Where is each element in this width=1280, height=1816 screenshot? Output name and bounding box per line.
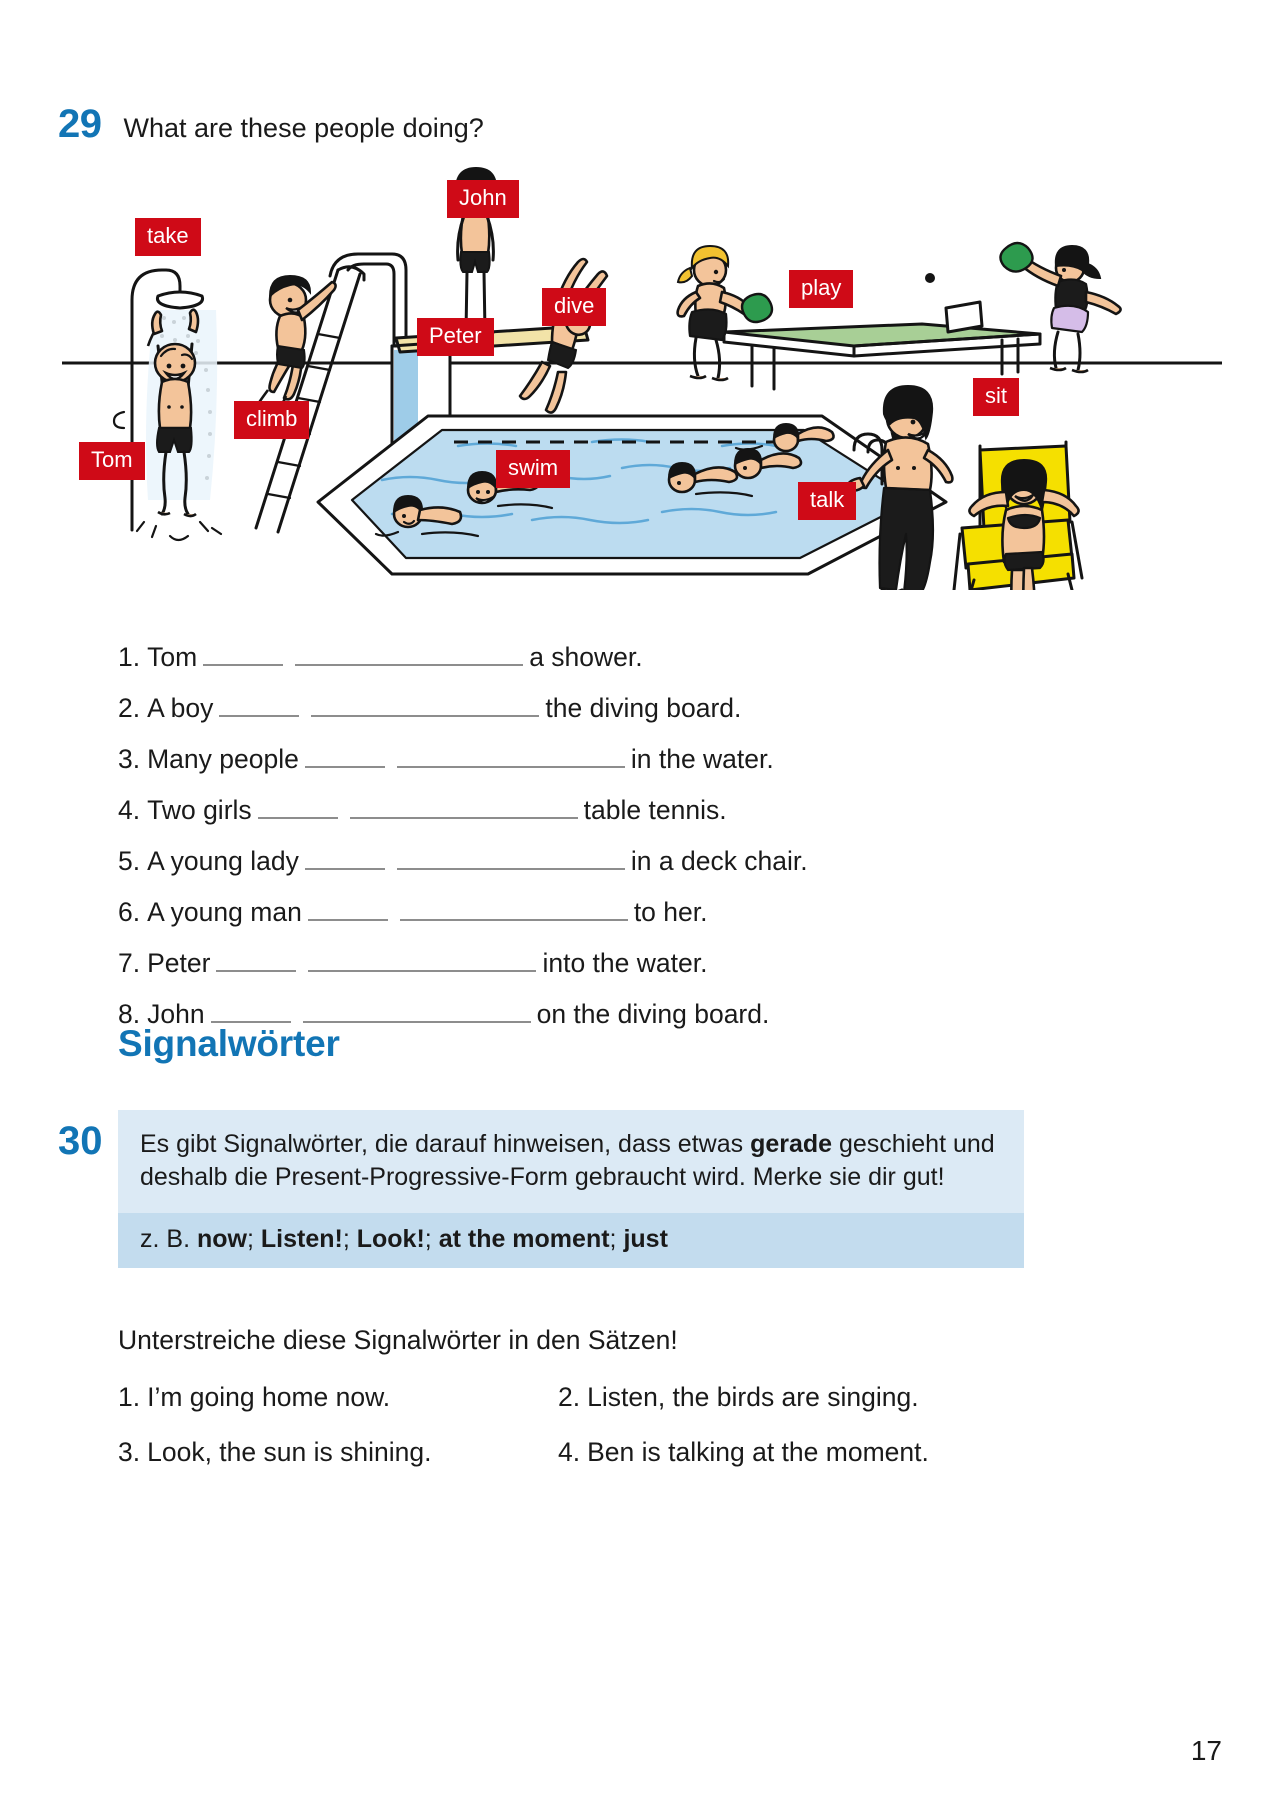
sentence-tail: to her. <box>633 897 708 927</box>
picture-tag-sit: sit <box>973 378 1019 416</box>
picture-tag-dive: dive <box>542 288 606 326</box>
task-number: 2. <box>558 1382 581 1412</box>
answer-blank-verb[interactable] <box>397 740 625 768</box>
sentence-tail: in a deck chair. <box>630 846 808 876</box>
signal-word-listen: Listen! <box>260 1225 343 1253</box>
task-item-2[interactable] <box>558 1382 1068 1437</box>
picture-tag-climb: climb <box>234 401 309 439</box>
task-text: Listen, the birds are singing. <box>587 1382 919 1412</box>
separator: ; <box>609 1225 624 1253</box>
sentence-subject: A young man <box>147 897 302 927</box>
sentence-number: 1. <box>118 642 141 672</box>
exercise-29-number: 29 <box>58 102 102 146</box>
task-item-3[interactable] <box>118 1437 558 1492</box>
task-row <box>118 1382 1068 1437</box>
sentence-row <box>118 791 1158 842</box>
picture-tag-tom: Tom <box>79 442 145 480</box>
answer-blank-verb[interactable] <box>308 944 536 972</box>
picture-tag-peter: Peter <box>417 318 494 356</box>
swimming-pool-illustration <box>62 150 1222 590</box>
section-heading-signalwoerter: Signalwörter <box>118 1023 340 1064</box>
sentence-number: 6. <box>118 897 141 927</box>
exercise-29-header <box>58 104 484 144</box>
talking-man-figure <box>846 386 952 590</box>
sentence-tail: table tennis. <box>583 795 727 825</box>
sentence-subject: Tom <box>147 642 198 672</box>
answer-blank-verb[interactable] <box>295 638 523 666</box>
info-text-part-1: Es gibt Signalwörter, die darauf hinweisen, dass etwas <box>140 1130 751 1158</box>
sentence-number: 4. <box>118 795 141 825</box>
sentence-row <box>118 740 1158 791</box>
task-row <box>118 1437 1068 1492</box>
sentence-number: 8. <box>118 999 141 1029</box>
task-number: 3. <box>118 1437 141 1467</box>
answer-blank-auxiliary[interactable] <box>219 689 299 717</box>
separator: ; <box>424 1225 439 1253</box>
sentence-subject: Peter <box>147 948 211 978</box>
signal-word-at-the-moment: at the moment <box>438 1225 610 1253</box>
info-text-part-3: Merke sie dir gut! <box>752 1162 945 1191</box>
exercise-30-number: 30 <box>58 1119 103 1163</box>
page-number: 17 <box>1190 1735 1222 1766</box>
sentence-tail: into the water. <box>542 948 708 978</box>
answer-blank-auxiliary[interactable] <box>258 791 338 819</box>
exercise-30-task-list <box>118 1382 1068 1492</box>
exercise-30-info-box <box>118 1110 1024 1268</box>
examples-prefix: z. B. <box>140 1225 197 1253</box>
picture-tag-john: John <box>447 180 519 218</box>
answer-blank-auxiliary[interactable] <box>308 893 388 921</box>
separator: ; <box>342 1225 357 1253</box>
sentence-tail: a shower. <box>529 642 643 672</box>
sentence-row <box>118 842 1158 893</box>
task-text: Ben is talking at the moment. <box>587 1437 929 1467</box>
picture-tag-talk: talk <box>798 482 856 520</box>
signal-word-now: now <box>196 1225 247 1253</box>
answer-blank-verb[interactable] <box>303 995 531 1023</box>
info-text-part-2: geschieht und deshalb die Present-Progressive-Form gebraucht wird. <box>140 1130 995 1191</box>
table-tennis-player-left <box>678 246 772 380</box>
task-item-1[interactable] <box>118 1382 558 1437</box>
answer-blank-auxiliary[interactable] <box>216 944 296 972</box>
sentence-number: 5. <box>118 846 141 876</box>
pool-scene-svg <box>62 150 1222 590</box>
answer-blank-verb[interactable] <box>397 842 625 870</box>
sentence-tail: on the diving board. <box>536 999 770 1029</box>
answer-blank-auxiliary[interactable] <box>305 740 385 768</box>
task-number: 4. <box>558 1437 581 1467</box>
signal-word-look: Look! <box>356 1225 425 1253</box>
sentence-subject: Many people <box>147 744 299 774</box>
sentence-row <box>118 689 1158 740</box>
task-number: 1. <box>118 1382 141 1412</box>
answer-blank-auxiliary[interactable] <box>203 638 283 666</box>
separator: ; <box>246 1225 261 1253</box>
info-box-text <box>118 1110 1024 1213</box>
answer-blank-auxiliary[interactable] <box>211 995 291 1023</box>
sentence-subject: A young lady <box>147 846 299 876</box>
picture-tag-take: take <box>135 218 201 256</box>
answer-blank-auxiliary[interactable] <box>305 842 385 870</box>
signal-word-just: just <box>623 1225 668 1253</box>
answer-blank-verb[interactable] <box>311 689 539 717</box>
sentence-subject: Two girls <box>147 795 252 825</box>
exercise-29-prompt: What are these people doing? <box>123 113 484 143</box>
sentence-number: 2. <box>118 693 141 723</box>
picture-tag-play: play <box>789 270 853 308</box>
table-tennis <box>678 243 1121 389</box>
exercise-30-instruction: Unterstreiche diese Signalwörter in den Sätzen! <box>118 1325 678 1355</box>
task-text: I’m going home now. <box>147 1382 391 1412</box>
shower-figure <box>114 270 221 540</box>
task-text: Look, the sun is shining. <box>147 1437 432 1467</box>
info-text-bold-gerade: gerade <box>750 1130 833 1158</box>
sentence-tail: in the water. <box>630 744 774 774</box>
answer-blank-verb[interactable] <box>400 893 628 921</box>
sentence-number: 7. <box>118 948 141 978</box>
deck-chair-figure <box>954 442 1082 590</box>
task-item-4[interactable] <box>558 1437 1068 1492</box>
sentence-tail: the diving board. <box>545 693 742 723</box>
sentence-row <box>118 638 1158 689</box>
sentence-subject: A boy <box>147 693 214 723</box>
sentence-number: 3. <box>118 744 141 774</box>
picture-tag-swim: swim <box>496 450 570 488</box>
sentence-row <box>118 944 1158 995</box>
sentence-subject: John <box>147 999 205 1029</box>
exercise-29-sentence-list <box>118 638 1158 1046</box>
info-box-examples-row <box>118 1213 1024 1268</box>
answer-blank-verb[interactable] <box>350 791 578 819</box>
sentence-row <box>118 893 1158 944</box>
